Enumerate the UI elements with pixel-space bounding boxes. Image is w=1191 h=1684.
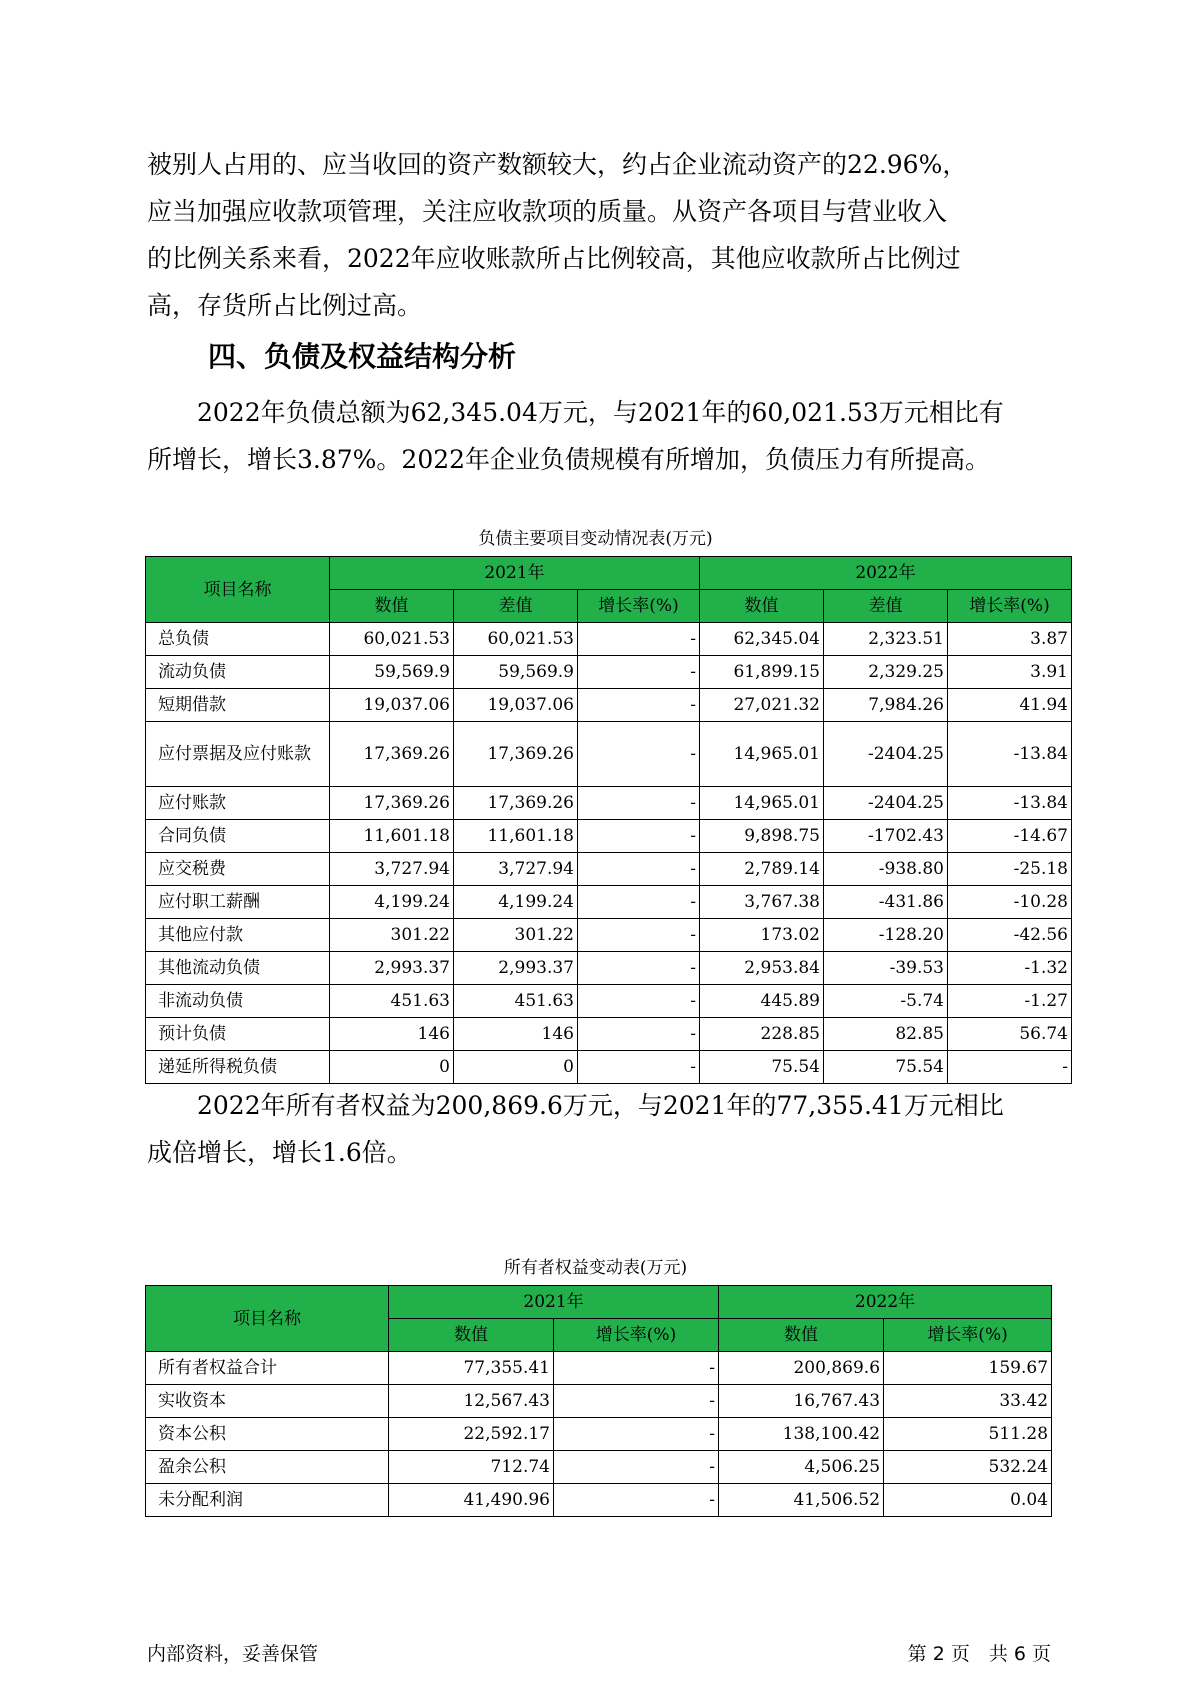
table-cell: - (578, 623, 700, 656)
column-header-year: 2021年 (389, 1286, 719, 1319)
table-cell: 60,021.53 (454, 623, 578, 656)
column-header-year: 2022年 (700, 557, 1072, 590)
table-cell: - (578, 722, 700, 787)
column-header-value: 数值 (700, 590, 824, 623)
table-cell: - (554, 1484, 719, 1517)
table-cell: 17,369.26 (454, 722, 578, 787)
table-cell: 3.91 (948, 656, 1072, 689)
column-header-rate: 增长率(%) (554, 1319, 719, 1352)
table-cell: 75.54 (824, 1051, 948, 1084)
table-row (146, 1385, 1052, 1418)
table-cell: -2404.25 (824, 787, 948, 820)
column-header-rate: 增长率(%) (884, 1319, 1052, 1352)
table-cell: - (578, 820, 700, 853)
table-row (146, 853, 1072, 886)
table-cell: 59,569.9 (454, 656, 578, 689)
table-cell: 62,345.04 (700, 623, 824, 656)
table-cell: 159.67 (884, 1352, 1052, 1385)
table-row (146, 787, 1072, 820)
table-cell: - (578, 853, 700, 886)
row-label: 递延所得税负债 (146, 1051, 330, 1084)
table-cell: 2,789.14 (700, 853, 824, 886)
table-cell: 41,506.52 (719, 1484, 884, 1517)
table-cell: - (578, 1051, 700, 1084)
column-header-rate: 增长率(%) (578, 590, 700, 623)
row-label: 合同负债 (146, 820, 330, 853)
table-cell: -13.84 (948, 722, 1072, 787)
column-header-value: 数值 (330, 590, 454, 623)
table-row (146, 1018, 1072, 1051)
table-cell: 75.54 (700, 1051, 824, 1084)
text-line: 成倍增长，增长1.6倍。 (147, 1138, 412, 1167)
row-label: 其他应付款 (146, 919, 330, 952)
page-number: 第 2 页 共 6 页 (907, 1643, 1051, 1665)
row-label: 应付账款 (146, 787, 330, 820)
table-cell: 19,037.06 (330, 689, 454, 722)
table-row (146, 985, 1072, 1018)
row-label: 流动负债 (146, 656, 330, 689)
table-cell: 146 (330, 1018, 454, 1051)
table-cell: 59,569.9 (330, 656, 454, 689)
table-cell: -14.67 (948, 820, 1072, 853)
column-header-year: 2021年 (330, 557, 700, 590)
table-cell: 82.85 (824, 1018, 948, 1051)
table-cell: - (578, 689, 700, 722)
table-cell: 41.94 (948, 689, 1072, 722)
table-row (146, 1051, 1072, 1084)
text-line: 被别人占用的、应当收回的资产数额较大，约占企业流动资产的22.96%， (147, 150, 968, 179)
table-row (146, 689, 1072, 722)
table-cell: 0 (454, 1051, 578, 1084)
table-row (146, 952, 1072, 985)
table-cell: 445.89 (700, 985, 824, 1018)
table-row (146, 623, 1072, 656)
table-header-row (146, 557, 1072, 590)
table-cell: 3,727.94 (330, 853, 454, 886)
footer-confidential-note: 内部资料，妥善保管 (147, 1643, 319, 1665)
column-header-diff: 差值 (454, 590, 578, 623)
table-row (146, 886, 1072, 919)
table-cell: - (578, 886, 700, 919)
table-cell: 2,323.51 (824, 623, 948, 656)
row-label: 未分配利润 (146, 1484, 389, 1517)
table-cell: - (578, 787, 700, 820)
table-header-row (146, 1286, 1052, 1319)
table-cell: - (554, 1385, 719, 1418)
liability-table (145, 556, 1072, 1084)
table-cell: 61,899.15 (700, 656, 824, 689)
intro-paragraph (147, 141, 1047, 329)
table-cell: 451.63 (454, 985, 578, 1018)
text-line: 2022年所有者权益为200,869.6万元，与2021年的77,355.41万元相比 (147, 1091, 1004, 1120)
liability-table-caption: 负债主要项目变动情况表(万元) (478, 529, 713, 549)
table-cell: -25.18 (948, 853, 1072, 886)
table-cell: 60,021.53 (330, 623, 454, 656)
liability-table-body (146, 623, 1072, 1084)
row-label: 实收资本 (146, 1385, 389, 1418)
table-cell: 2,329.25 (824, 656, 948, 689)
section-heading: 四、负债及权益结构分析 (208, 340, 517, 373)
row-label: 总负债 (146, 623, 330, 656)
table-cell: 14,965.01 (700, 722, 824, 787)
table-cell: 22,592.17 (389, 1418, 554, 1451)
table-cell: 228.85 (700, 1018, 824, 1051)
table-cell: -5.74 (824, 985, 948, 1018)
table-cell: - (578, 919, 700, 952)
table-cell: - (948, 1051, 1072, 1084)
table-cell: - (578, 985, 700, 1018)
table-cell: 3.87 (948, 623, 1072, 656)
row-label: 应交税费 (146, 853, 330, 886)
table-cell: -2404.25 (824, 722, 948, 787)
table-cell: 301.22 (454, 919, 578, 952)
table-cell: 12,567.43 (389, 1385, 554, 1418)
table-cell: -431.86 (824, 886, 948, 919)
table-cell: 138,100.42 (719, 1418, 884, 1451)
column-header-year: 2022年 (719, 1286, 1052, 1319)
table-row (146, 1451, 1052, 1484)
table-cell: 532.24 (884, 1451, 1052, 1484)
table-cell: -10.28 (948, 886, 1072, 919)
table-row (146, 1418, 1052, 1451)
row-label: 预计负债 (146, 1018, 330, 1051)
table-cell: 17,369.26 (330, 722, 454, 787)
table-cell: 77,355.41 (389, 1352, 554, 1385)
table-cell: - (554, 1451, 719, 1484)
column-header-value: 数值 (389, 1319, 554, 1352)
table-cell: -128.20 (824, 919, 948, 952)
row-label: 其他流动负债 (146, 952, 330, 985)
row-label: 非流动负债 (146, 985, 330, 1018)
column-header-name: 项目名称 (146, 1286, 389, 1352)
table-cell: 14,965.01 (700, 787, 824, 820)
table-cell: 33.42 (884, 1385, 1052, 1418)
table-cell: 3,727.94 (454, 853, 578, 886)
table-cell: -1702.43 (824, 820, 948, 853)
table-row (146, 820, 1072, 853)
column-header-value: 数值 (719, 1319, 884, 1352)
row-label: 短期借款 (146, 689, 330, 722)
table-cell: 7,984.26 (824, 689, 948, 722)
table-cell: -1.27 (948, 985, 1072, 1018)
row-label: 盈余公积 (146, 1451, 389, 1484)
table-cell: 146 (454, 1018, 578, 1051)
table-cell: - (578, 952, 700, 985)
table-cell: 4,506.25 (719, 1451, 884, 1484)
table-cell: 0 (330, 1051, 454, 1084)
column-header-rate: 增长率(%) (948, 590, 1072, 623)
table-cell: 41,490.96 (389, 1484, 554, 1517)
table-cell: 16,767.43 (719, 1385, 884, 1418)
table-row (146, 656, 1072, 689)
column-header-name: 项目名称 (146, 557, 330, 623)
table-cell: -938.80 (824, 853, 948, 886)
column-header-diff: 差值 (824, 590, 948, 623)
table-cell: - (554, 1418, 719, 1451)
table-cell: 2,993.37 (454, 952, 578, 985)
table-row (146, 1484, 1052, 1517)
table-cell: 4,199.24 (454, 886, 578, 919)
text-line: 所增长，增长3.87%。2022年企业负债规模有所增加，负债压力有所提高。 (147, 445, 991, 474)
text-line: 2022年负债总额为62,345.04万元，与2021年的60,021.53万元相比有 (147, 398, 1004, 427)
equity-table-caption: 所有者权益变动表(万元) (503, 1258, 688, 1278)
text-line: 高，存货所占比例过高。 (147, 291, 423, 320)
table-cell: 301.22 (330, 919, 454, 952)
table-cell: - (578, 1018, 700, 1051)
table-cell: 2,953.84 (700, 952, 824, 985)
table-cell: 3,767.38 (700, 886, 824, 919)
equity-table-body (146, 1352, 1052, 1517)
table-cell: 19,037.06 (454, 689, 578, 722)
table-cell: -1.32 (948, 952, 1072, 985)
table-cell: 9,898.75 (700, 820, 824, 853)
liability-paragraph (147, 389, 1047, 483)
table-cell: 11,601.18 (454, 820, 578, 853)
text-line: 的比例关系来看，2022年应收账款所占比例较高，其他应收款所占比例过 (147, 244, 961, 273)
row-label: 资本公积 (146, 1418, 389, 1451)
table-cell: 56.74 (948, 1018, 1072, 1051)
table-cell: -39.53 (824, 952, 948, 985)
table-cell: - (554, 1352, 719, 1385)
equity-table (145, 1285, 1052, 1517)
table-cell: 4,199.24 (330, 886, 454, 919)
table-cell: -13.84 (948, 787, 1072, 820)
table-cell: - (578, 656, 700, 689)
equity-paragraph (147, 1082, 1047, 1176)
table-row (146, 919, 1072, 952)
table-cell: 2,993.37 (330, 952, 454, 985)
table-cell: 11,601.18 (330, 820, 454, 853)
table-cell: 27,021.32 (700, 689, 824, 722)
table-cell: 712.74 (389, 1451, 554, 1484)
table-cell: 0.04 (884, 1484, 1052, 1517)
table-cell: 173.02 (700, 919, 824, 952)
table-row (146, 1352, 1052, 1385)
table-cell: 511.28 (884, 1418, 1052, 1451)
row-label: 应付票据及应付账款 (146, 722, 330, 787)
table-cell: 451.63 (330, 985, 454, 1018)
table-cell: 17,369.26 (454, 787, 578, 820)
table-row (146, 722, 1072, 787)
table-cell: -42.56 (948, 919, 1072, 952)
row-label: 所有者权益合计 (146, 1352, 389, 1385)
row-label: 应付职工薪酬 (146, 886, 330, 919)
table-cell: 17,369.26 (330, 787, 454, 820)
table-cell: 200,869.6 (719, 1352, 884, 1385)
text-line: 应当加强应收款项管理，关注应收款项的质量。从资产各项目与营业收入 (147, 197, 948, 226)
